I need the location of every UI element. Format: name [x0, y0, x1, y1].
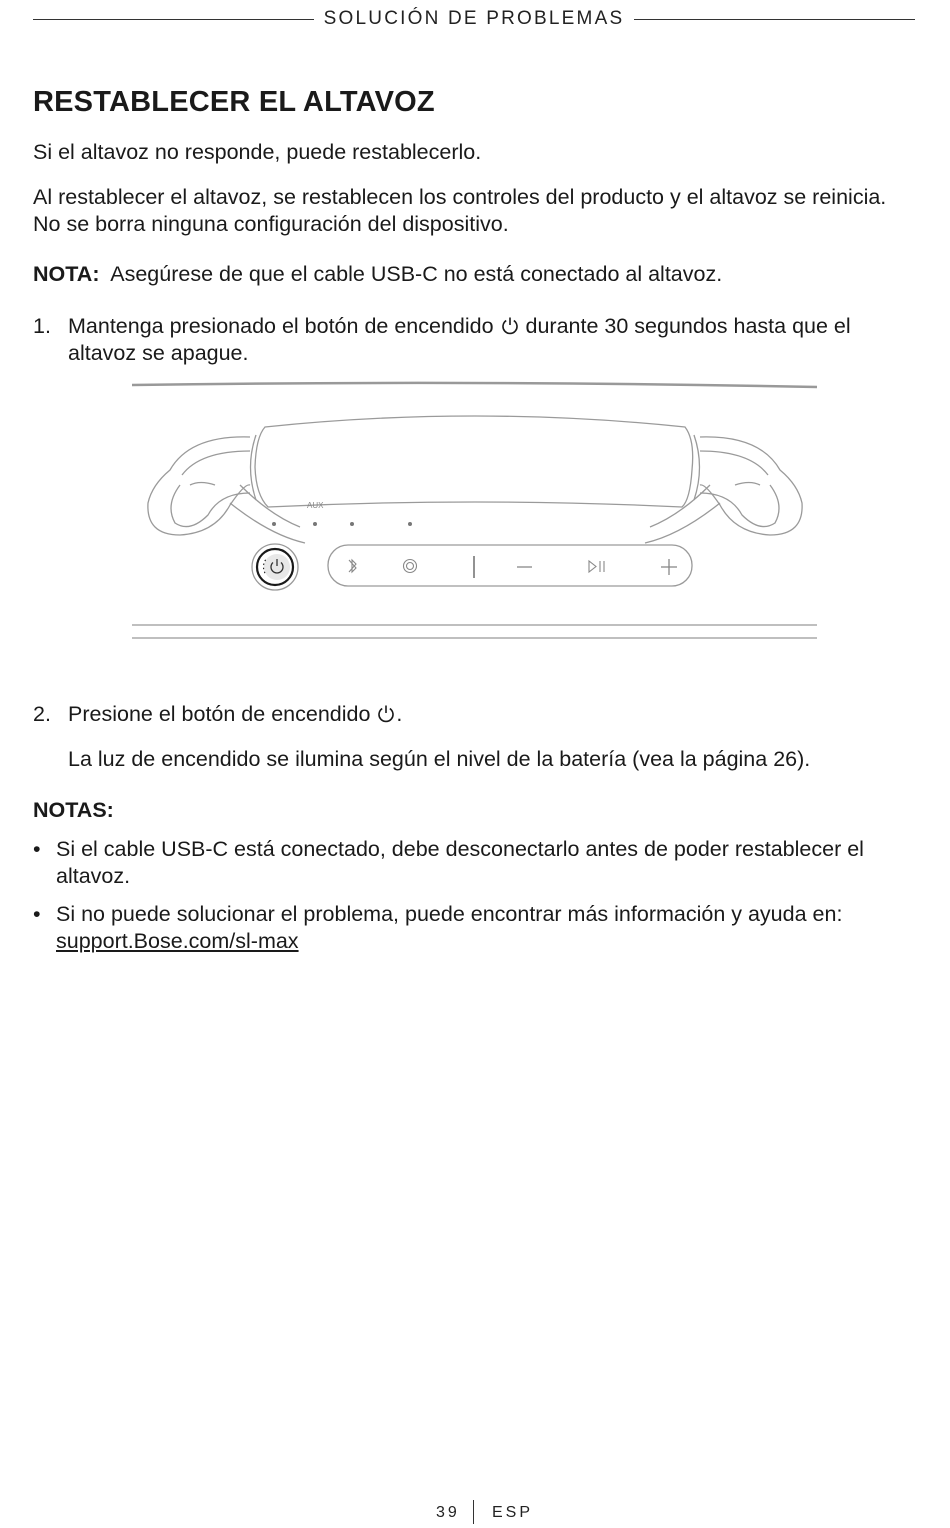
notes-label: NOTAS:	[33, 798, 114, 822]
speaker-top-edge	[132, 383, 817, 387]
intro-paragraph-1: Si el altavoz no responde, puede restablecerlo.	[33, 140, 482, 164]
page-number: 39	[436, 1504, 460, 1521]
bullet-dot: •	[33, 837, 41, 861]
note	[33, 261, 722, 288]
note-text: Asegúrese de que el cable USB-C no está conectado al altavoz.	[110, 262, 723, 286]
step-text	[68, 313, 903, 367]
note-label: NOTA:	[33, 262, 100, 286]
aux-label: AUX	[307, 501, 324, 510]
header-rule-right	[634, 19, 915, 20]
speaker-top-illustration	[120, 375, 830, 650]
power-button[interactable]	[252, 544, 298, 590]
step-text-before: Mantenga presionado el botón de encendido	[68, 314, 500, 338]
bullet-text: Si no puede solucionar el problema, puede encontrar más información y ayuda en:	[56, 902, 843, 926]
bullet-text: Si el cable USB-C está conectado, debe desconectarlo antes de poder restablecer el altavoz.	[56, 837, 864, 888]
step-2-detail: La luz de encendido se ilumina según el nivel de la batería (vea la página 26).	[68, 747, 811, 771]
intro-paragraph-2: Al restablecer el altavoz, se restablecen los controles del producto y el altavoz se reinicia. No se borra ninguna configuración del dispositivo.	[33, 185, 887, 236]
handle-strap	[255, 416, 693, 507]
page-footer	[0, 1500, 950, 1528]
footer-divider	[473, 1500, 474, 1524]
step-text-after: durante 30 segundos hasta que el altavoz se apague.	[68, 314, 851, 365]
step-number: 2.	[33, 702, 51, 726]
step-text	[68, 701, 903, 728]
power-icon	[376, 704, 396, 724]
section-header	[33, 6, 915, 32]
step-text-before: Presione el botón de encendido	[68, 702, 377, 726]
control-button-bar	[328, 545, 692, 586]
header-rule-left	[33, 19, 314, 20]
step-text-after: .	[396, 702, 403, 726]
language-code: ESP	[492, 1504, 534, 1521]
page-title: RESTABLECER EL ALTAVOZ	[33, 86, 435, 118]
bullet-content	[56, 901, 908, 955]
support-link[interactable]: support.Bose.com/sl-max	[56, 929, 299, 953]
step-number: 1.	[33, 314, 51, 338]
bullet-dot: •	[33, 902, 41, 926]
section-title: SOLUCIÓN DE PROBLEMAS	[323, 8, 625, 29]
power-icon	[500, 316, 520, 336]
